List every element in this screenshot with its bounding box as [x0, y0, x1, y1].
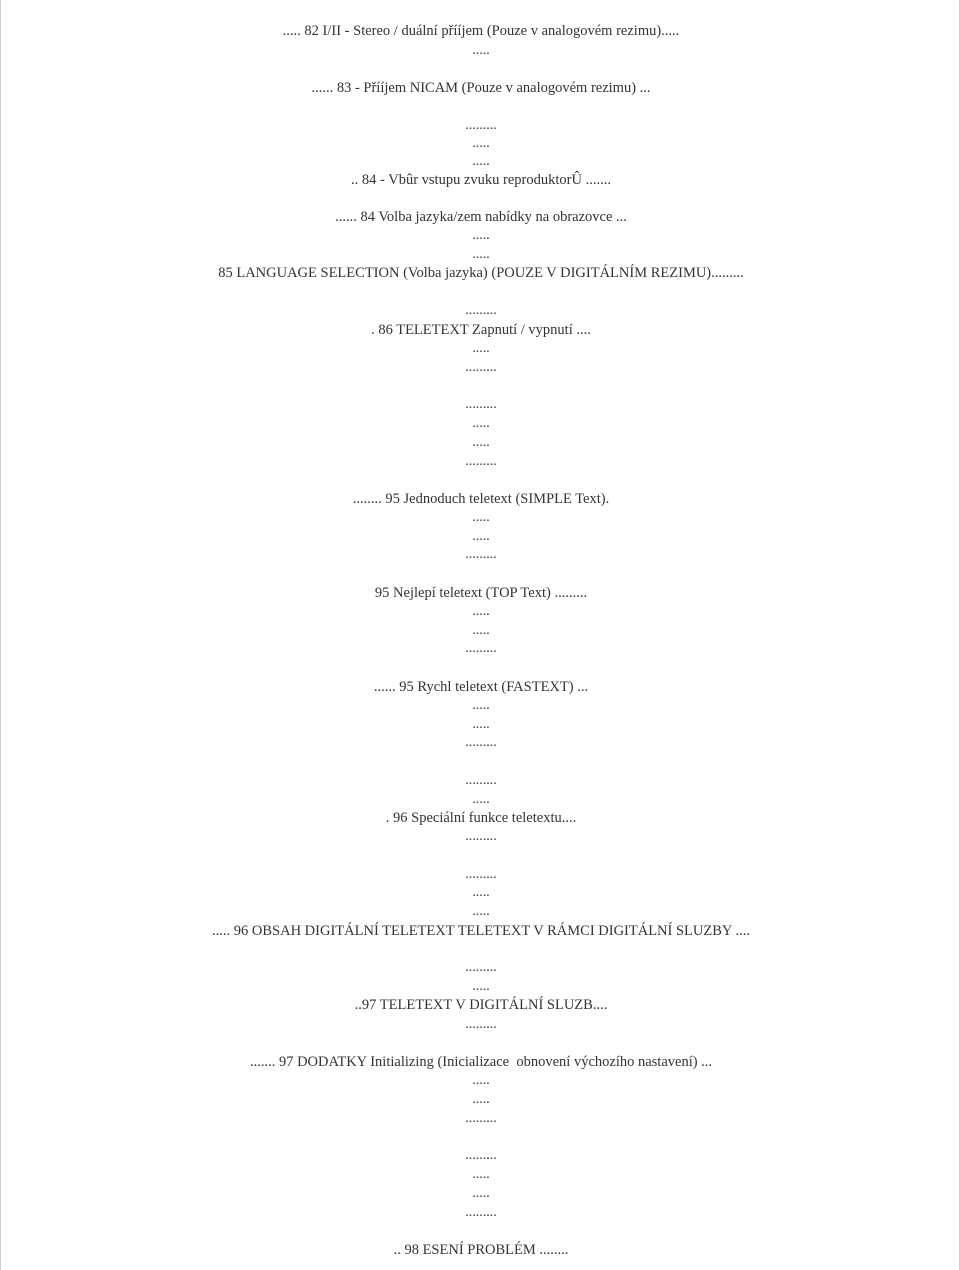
toc-line: 95 Nejlepí teletext (TOP Text) .........	[374, 585, 588, 601]
toc-dots: .....	[472, 698, 490, 713]
toc-dots: .........	[465, 360, 497, 375]
toc-dots: .........	[465, 867, 497, 882]
toc-line: 85 LANGUAGE SELECTION (Volba jazyka) (POUZE V DIGITÁLNÍM REZIMU).........	[218, 265, 744, 281]
toc-line: ...... 84 Volba jazyka/zem nabídky na obrazovce ...	[335, 209, 627, 225]
toc-dots: .....	[472, 136, 490, 151]
toc-dots: .....	[472, 623, 490, 638]
toc-dots: .....	[472, 416, 490, 431]
toc-dots: .........	[465, 641, 497, 656]
toc-dots: .........	[465, 1111, 497, 1126]
toc-dots: .....	[472, 979, 490, 994]
toc-dots: .........	[465, 1205, 497, 1220]
toc-dots: .....	[472, 604, 490, 619]
toc-dots: .........	[465, 303, 497, 318]
toc-dots: .....	[472, 510, 490, 525]
toc-dots: .........	[465, 1017, 497, 1032]
toc-line: ..... 96 OBSAH DIGITÁLNÍ TELETEXT TELETEXT V RÁMCI DIGITÁLNÍ SLUZBY ....	[212, 923, 750, 939]
toc-line: ........ 95 Jednoduch teletext (SIMPLE Text).	[352, 491, 610, 507]
toc-dots: .........	[465, 118, 497, 133]
toc-line: .. 84 - Vbûr vstupu zvuku reproduktorÛ .......	[351, 172, 611, 188]
toc-dots: .....	[472, 717, 490, 732]
toc-line: ....... 97 DODATKY Initializing (Inicializace obnovení výchozího nastavení) ...	[249, 1054, 713, 1070]
toc-line: . 86 TELETEXT Zapnutí / vypnutí ....	[371, 322, 591, 338]
toc-dots: .....	[472, 43, 490, 58]
toc-dots: .........	[465, 1148, 497, 1163]
toc-dots: .....	[472, 154, 490, 169]
toc-line: ..... 82 I/II - Stereo / duální přííjem (Pouze v analogovém rezimu).....	[282, 23, 680, 39]
toc-dots: .........	[465, 773, 497, 788]
toc-dots: .....	[472, 247, 490, 262]
toc-dots: .....	[472, 529, 490, 544]
toc-dots: .........	[465, 735, 497, 750]
toc-dots: .....	[472, 435, 490, 450]
toc-dots: .........	[465, 960, 497, 975]
toc-line: ...... 95 Rychl teletext (FASTEXT) ...	[373, 679, 589, 695]
toc-dots: .........	[465, 454, 497, 469]
toc-dots: .....	[472, 341, 490, 356]
toc-dots: .....	[472, 1167, 490, 1182]
toc-line: . 96 Speciální funkce teletextu....	[385, 810, 577, 826]
toc-dots: .....	[472, 792, 490, 807]
toc-dots: .....	[472, 904, 490, 919]
toc-line: .. 98 ESENÍ PROBLÉM ........	[393, 1242, 569, 1258]
toc-dots: .........	[465, 829, 497, 844]
toc-dots: .....	[472, 885, 490, 900]
toc-line: ..97 TELETEXT V DIGITÁLNÍ SLUZB....	[354, 997, 608, 1013]
toc-dots: .....	[472, 1186, 490, 1201]
toc-dots: .....	[472, 1092, 490, 1107]
toc-dots: .........	[465, 547, 497, 562]
toc-line: ...... 83 - Přííjem NICAM (Pouze v analogovém rezimu) ...	[311, 80, 651, 96]
toc-dots: .....	[472, 228, 490, 243]
toc-dots: .........	[465, 397, 497, 412]
toc-dots: .....	[472, 1073, 490, 1088]
